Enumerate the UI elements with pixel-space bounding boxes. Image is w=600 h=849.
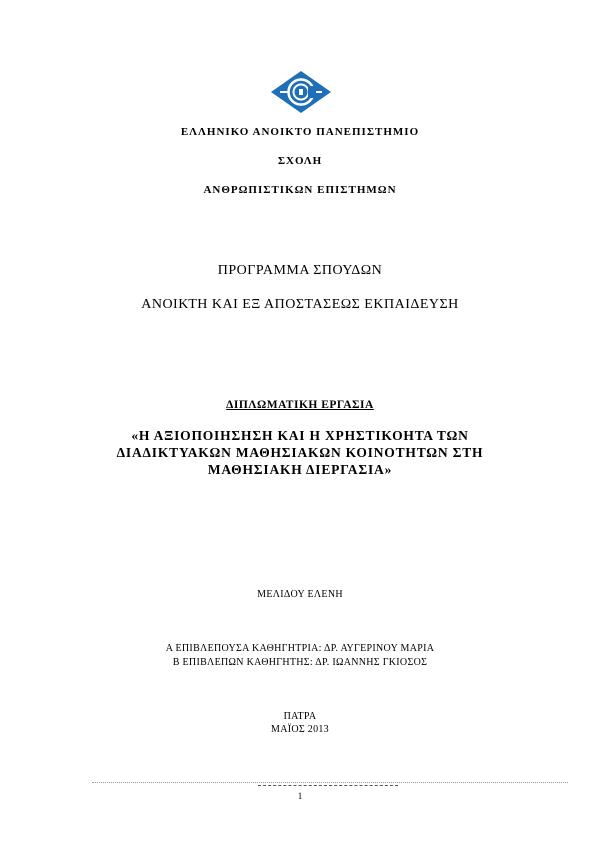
page-number: 1 bbox=[297, 791, 303, 801]
program-name: ΑΝΟΙΚΤΗ ΚΑΙ ΕΞ ΑΠΟΣΤΑΣΕΩΣ ΕΚΠΑΙΔΕΥΣΗ bbox=[141, 297, 459, 312]
thesis-title-line-1: «Η ΑΞΙΟΠΟΙΗΣΗΣΗ ΚΑΙ Η ΧΡΗΣΤΙΚΟΗΤΑ ΤΩΝ bbox=[131, 428, 469, 443]
author-name: ΜΕΛΙΔΟΥ ΕΛΕΝΗ bbox=[257, 589, 343, 600]
footer-separator bbox=[92, 782, 568, 783]
date: ΜΑΪΟΣ 2013 bbox=[271, 724, 329, 735]
program-label: ΠΡΟΓΡΑΜΜΑ ΣΠΟΥΔΩΝ bbox=[217, 263, 383, 278]
thesis-label: ΔΙΠΛΩΜΑΤΙΚΗ ΕΡΓΑΣΙΑ bbox=[226, 399, 374, 411]
university-name: ΕΛΛΗΝΙΚΟ ΑΝΟΙΚΤΟ ΠΑΝΕΠΙΣΤΗΜΙΟ bbox=[180, 126, 420, 138]
footer-dash-separator bbox=[258, 785, 398, 786]
thesis-title-line-2: ΔΙΑΔΙΚΤΥΑΚΩΝ ΜΑΘΗΣΙΑΚΩΝ ΚΟΙΝΟΤΗΤΩΝ ΣΤΗ bbox=[116, 445, 484, 460]
school-label: ΣΧΟΛΗ bbox=[277, 155, 323, 167]
faculty-name: ΑΝΘΡΩΠΙΣΤΙΚΩΝ ΕΠΙΣΤΗΜΩΝ bbox=[203, 184, 397, 196]
second-supervisor: Β ΕΠΙΒΛΕΠΩΝ ΚΑΘΗΓΗΤΗΣ: ΔΡ. ΙΩΑΝΝΗΣ ΓΚΙΟΣΟΣ bbox=[172, 657, 428, 668]
university-logo-icon bbox=[270, 70, 332, 114]
thesis-title-line-3: ΜΑΘΗΣΙΑΚΗ ΔΙΕΡΓΑΣΙΑ» bbox=[207, 462, 393, 477]
place: ΠΑΤΡΑ bbox=[283, 711, 317, 722]
first-supervisor: Α ΕΠΙΒΛΕΠΟΥΣΑ ΚΑΘΗΓΗΤΡΙΑ: ΔΡ. ΑΥΓΕΡΙΝΟΥ ΜΑΡΙΑ bbox=[165, 643, 435, 654]
